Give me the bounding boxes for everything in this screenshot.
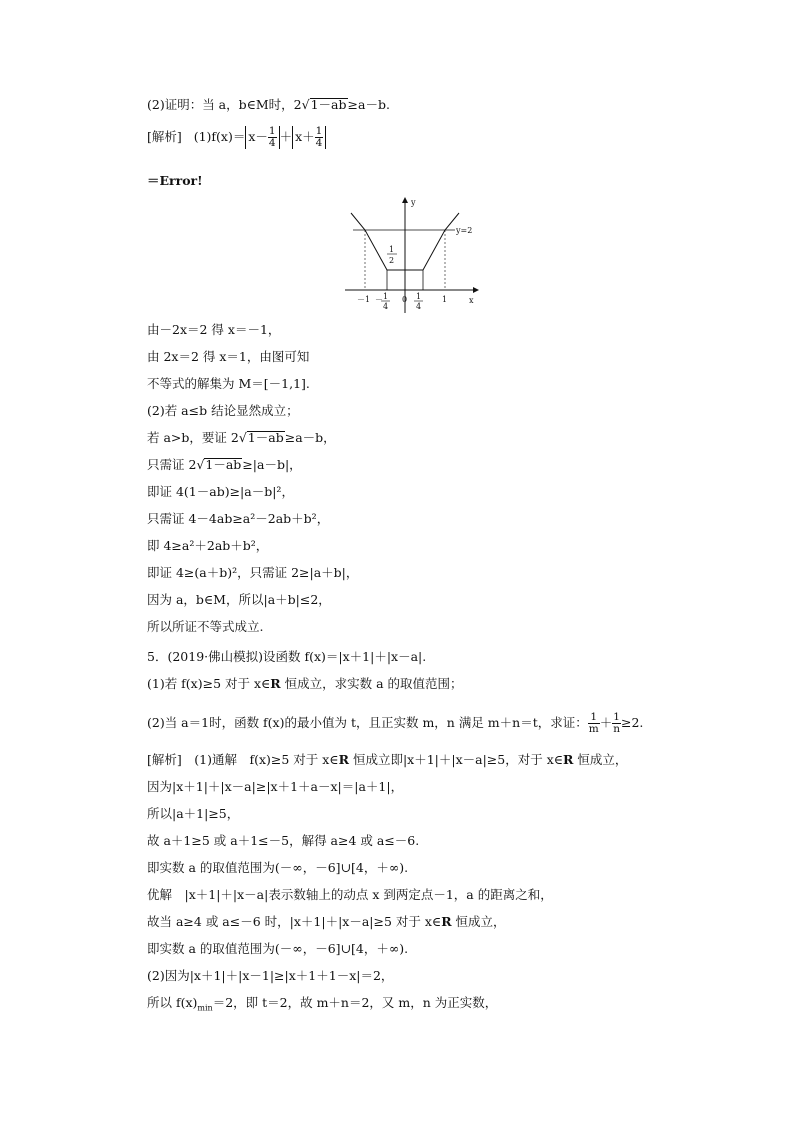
text-line: 即实数 a 的取值范围为(－∞，－6]∪[4，＋∞).	[147, 941, 409, 956]
text-part: [解析] (1)通解 f(x)≥5 对于 x∈	[147, 752, 339, 767]
tick-zero: 0	[402, 295, 408, 304]
tick-neg-quarter-num: 1	[383, 292, 389, 301]
real-set-symbol: R	[441, 914, 452, 929]
frac-den: n	[613, 723, 620, 735]
text-line	[147, 995, 497, 1017]
text-line: 因为 a，b∈M，所以|a＋b|≤2，	[147, 592, 331, 607]
frac-num: 1	[268, 125, 276, 137]
problem5-stem: 5．(2019·佛山模拟)设函数 f(x)＝|x＋1|＋|x－a|.	[147, 649, 427, 664]
text-line	[147, 430, 336, 446]
plus-sign: ＋	[599, 715, 613, 730]
text-part: 恒成立，	[573, 752, 628, 767]
f-prefix: (1)f(x)＝	[193, 129, 246, 144]
half-num: 1	[389, 245, 395, 254]
tick-neg-quarter-den: 4	[383, 302, 389, 311]
abs-term-2	[292, 126, 326, 149]
function-graph	[345, 195, 480, 315]
text-line: 即 4≥a²＋2ab＋b²，	[147, 538, 269, 553]
text-part: 恒成立，	[451, 914, 506, 929]
half-den: 2	[389, 256, 395, 265]
part2-suffix: ≥a－b.	[347, 97, 390, 112]
text-part: ＝2，即 t＝2，故 m＋n＝2，又 m，n 为正实数，	[212, 995, 498, 1010]
real-set-symbol: R	[563, 752, 574, 767]
fraction-1-over-n	[612, 712, 621, 735]
text-part: ≥|a－b|，	[242, 457, 302, 472]
x-axis-label: x	[469, 296, 474, 305]
text-line: 因为|x＋1|＋|x－a|≥|x＋1＋a－x|＝|a＋1|，	[147, 779, 404, 794]
line-y2-label: y=2	[456, 226, 473, 235]
problem5-part2	[147, 712, 643, 735]
tick-pos-quarter-den: 4	[416, 302, 422, 311]
text-line: 由 2x＝2 得 x＝1，由图可知	[147, 349, 310, 364]
text-line: 由－2x＝2 得 x＝－1，	[147, 322, 281, 337]
analysis-tag: [解析]	[147, 129, 182, 144]
text-line: 即证 4≥(a＋b)²，只需证 2≥|a＋b|，	[147, 565, 359, 580]
solution5-line1	[147, 752, 627, 768]
x-axis-arrow-icon	[473, 287, 479, 293]
sqrt-sign: √	[238, 430, 247, 445]
error-line: ＝Error!	[147, 173, 203, 188]
fraction-1-over-m	[588, 712, 600, 735]
sqrt-sign: √	[196, 457, 205, 472]
y-axis-arrow-icon	[402, 197, 408, 203]
real-set-symbol: R	[270, 676, 281, 691]
part2-prefix: (2)证明：当 a，b∈M时，2	[147, 97, 302, 112]
text-part: (2)当 a＝1时，函数 f(x)的最小值为 t，且正实数 m，n 满足 m＋n＝t，求证：	[147, 715, 588, 730]
y-axis-label: y	[411, 198, 416, 207]
text-part: 故当 a≥4 或 a≤－6 时，|x＋1|＋|x－a|≥5 对于 x∈	[147, 914, 442, 929]
text-part: 所以 f(x)	[147, 995, 198, 1010]
tick-neg-quarter-sign: －	[375, 295, 383, 304]
abs-term-1	[245, 126, 279, 149]
tick-pos-one: 1	[442, 295, 448, 304]
sqrt-sign: √	[301, 97, 310, 112]
frac-den: 4	[315, 137, 323, 149]
abs-term-1-left: x－	[248, 129, 268, 144]
text-line: 只需证 4－4ab≥a²－2ab＋b²，	[147, 511, 330, 526]
text-line: (2)若 a≤b 结论显然成立；	[147, 403, 299, 418]
text-line: 优解 |x＋1|＋|x－a|表示数轴上的动点 x 到两定点－1，a 的距离之和，	[147, 887, 553, 902]
sqrt-radicand: 1－ab	[310, 97, 347, 112]
frac-den: 4	[268, 137, 276, 149]
text-line	[147, 457, 302, 473]
frac-num: 1	[613, 711, 620, 723]
text-part: 恒成立，求实数 a 的取值范围；	[280, 676, 463, 691]
sqrt-radicand: 1－ab	[205, 457, 242, 472]
part2-statement	[147, 97, 390, 113]
frac-num: 1	[315, 125, 323, 137]
fraction-quarter-1	[268, 126, 277, 149]
text-line: 不等式的解集为 M＝[－1,1].	[147, 376, 310, 391]
text-part: ≥a－b，	[284, 430, 336, 445]
text-line: 所以所证不等式成立.	[147, 619, 264, 634]
abs-term-2-left: x＋	[295, 129, 315, 144]
text-line: 所以|a＋1|≥5，	[147, 806, 240, 821]
fraction-quarter-2	[315, 126, 324, 149]
real-set-symbol: R	[338, 752, 349, 767]
text-line	[147, 914, 506, 930]
text-line: 即证 4(1－ab)≥|a－b|²，	[147, 484, 294, 499]
sqrt-radicand: 1－ab	[247, 430, 284, 445]
text-part: (1)若 f(x)≥5 对于 x∈	[147, 676, 271, 691]
frac-den: m	[588, 723, 599, 735]
problem5-part1	[147, 676, 463, 692]
text-part: 若 a>b，要证 2	[147, 430, 239, 445]
frac-num: 1	[588, 712, 600, 724]
solution4-f-definition: [解析] (1)f(x)＝ x－ $\frac{1}{4}$ ＋ x＋ $\frac{1}{4}$	[147, 126, 326, 149]
text-part: 恒成立即|x＋1|＋|x－a|≥5，对于 x∈	[348, 752, 563, 767]
text-part: ≥2.	[621, 715, 644, 730]
text-line: 即实数 a 的取值范围为(－∞，－6]∪[4，＋∞).	[147, 860, 409, 875]
text-line: 故 a＋1≥5 或 a＋1≤－5，解得 a≥4 或 a≤－6.	[147, 833, 420, 848]
min-subscript: min	[197, 1003, 213, 1013]
text-part: 只需证 2	[147, 457, 197, 472]
tick-pos-quarter-num: 1	[416, 292, 422, 301]
tick-neg-one: －1	[357, 295, 371, 304]
text-line: (2)因为|x＋1|＋|x－1|≥|x＋1＋1－x|＝2，	[147, 968, 394, 983]
